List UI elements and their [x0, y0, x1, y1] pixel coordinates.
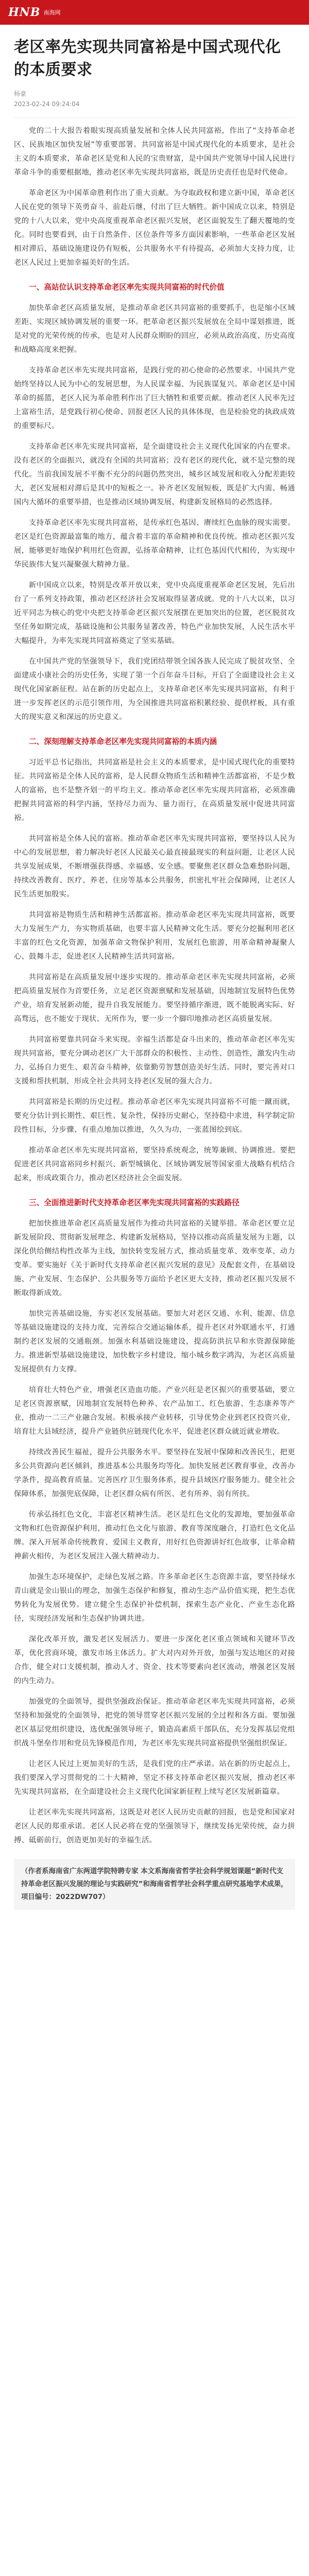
article-paragraph: 培育壮大特色产业，增强老区造血功能。产业兴旺是老区振兴的重要基础，要立足老区资源禀赋，因地制宜发展特色种养、农产品加工、红色旅游、生态康养等产业，推动一二三产业融合发展。积极承接产业转移，引导优势企业到老区投资兴业，培育壮大县域经济，提升产业链供应链现代化水平，促进老区群众就近就业增收。 [14, 1386, 295, 1436]
article-paragraph: 支持革命老区率先实现共同富裕，是全面建设社会主义现代化国家的内在要求。没有老区的全面振兴，就没有全国的共同富裕；没有老区的现代化，就不是完整的现代化。当前我国发展不平衡不充分的问题仍然突出，城乡区域发展和收入分配差距较大，老区发展相对滞后是其中的短板之一。补齐老区发展短板，既是扩大内需、畅通国内大循环的重要举措，也是推动区域协调发展、构建新发展格局的必然选择。 [14, 443, 295, 506]
article-paragraph: 革命老区为中国革命胜利作出了重大贡献。为夺取政权和建立新中国，革命老区人民在党的领导下英勇奋斗、前赴后继，付出了巨大牺牲。新中国成立以来，特别是党的十八大以来，党中央高度重视革命老区振兴发展，老区面貌发生了翻天覆地的变化。同时也要看到，由于自然条件、区位条件等多方面因素影响，一些革命老区发展相对滞后，基础设施建设仍有短板，公共服务水平有待提高，必须加大支持力度，让老区人民过上更加幸福美好的生活。 [14, 189, 295, 267]
article-body [14, 124, 295, 1848]
article [0, 25, 309, 1910]
article-footnote: （作者系海南省广东两道学院特聘专家 本文系海南省哲学社会科学规划课题“新时代支持革命老区振兴发展的理论与实践研究”和海南省哲学社会科学重点研究基地学术成果，项目编号：2022DW707） [14, 1859, 295, 1910]
article-paragraph: 让老区率先实现共同富裕，这既是对老区人民历史贡献的回报，也是党和国家对老区人民的郑重承诺。老区人民必将在党的坚强领导下，继续发扬光荣传统，奋力拼搏、砥砺前行，创造更加美好的幸福生活。 [14, 1808, 295, 1844]
article-paragraph: 党的二十大报告着眼实现高质量发展和全体人民共同富裕，作出了“支持革命老区、民族地区加快发展”等重要部署。共同富裕是中国式现代化的本质要求，是社会主义的本质要求，革命老区是党和人民的宝贵财富，是中国共产党领导中国人民进行革命斗争的重要根据地，推动老区率先实现共同富裕，既是历史责任也是时代使命。 [14, 127, 295, 177]
article-paragraph: 让老区人民过上更加美好的生活，是我们党的庄严承诺。站在新的历史起点上，我们要深入学习贯彻党的二十大精神，坚定不移支持革命老区振兴发展，推动老区率先实现共同富裕，在全面建设社会主义现代化国家新征程上续写老区发展新篇章。 [14, 1760, 295, 1796]
logo-name: 南海网 [43, 9, 61, 16]
article-paragraph: 习近平总书记指出，共同富裕是社会主义的本质要求，是中国式现代化的重要特征。共同富裕是全体人民的富裕，是人民群众物质生活和精神生活都富裕，不是少数人的富裕，也不是整齐划一的平均主义。推动革命老区率先实现共同富裕，必须准确把握共同富裕的科学内涵，坚持尽力而为、量力而行，在高质量发展中促进共同富裕。 [14, 758, 295, 822]
article-paragraph: 支持革命老区率先实现共同富裕，是践行党的初心使命的必然要求。中国共产党始终坚持以人民为中心的发展思想，为人民谋幸福、为民族谋复兴。革命老区是中国革命的摇篮，老区人民为革命胜利作出了巨大牺牲和重要贡献。推动老区人民率先过上富裕生活，是党践行初心使命、回报老区人民的具体体现，也是检验党的执政成效的重要标尺。 [14, 366, 295, 430]
article-paragraph: 传承弘扬红色文化，丰富老区精神生活。老区是红色文化的发源地，要加强革命文物和红色资源保护利用，推动红色文化与旅游、教育等深度融合，打造红色文化品牌。深入开展革命传统教育、爱国主义教育，用好红色资源讲好红色故事，让革命精神薪火相传，为老区发展注入强大精神动力。 [14, 1511, 295, 1561]
article-paragraph: 深化改革开放，激发老区发展活力。要进一步深化老区重点领域和关键环节改革，优化营商环境，激发市场主体活力。扩大对内对外开放，加强与发达地区的对接合作，健全对口支援机制，推动人才、资金、技术等要素向老区流动，增强老区发展的内生动力。 [14, 1635, 295, 1685]
article-title: 老区率先实现共同富裕是中国式现代化的本质要求 [14, 38, 281, 79]
article-paragraph: 新中国成立以来，特别是改革开放以来，党中央高度重视革命老区发展，先后出台了一系列支持政策，推动老区经济社会发展取得显著成就。党的十八大以来，以习近平同志为核心的党中央把支持革命老区振兴发展摆在更加突出的位置，老区脱贫攻坚任务如期完成，基础设施和公共服务显著改善，特色产业加快发展，人民生活水平大幅提升，为率先实现共同富裕奠定了坚实基础。 [14, 581, 295, 645]
article-paragraph: 支持革命老区率先实现共同富裕，是传承红色基因、赓续红色血脉的现实需要。老区是红色资源最富集的地方，蕴含着丰富的革命精神和优良传统。推动老区振兴发展，能够更好地保护利用红色资源，弘扬革命精神，让红色基因代代相传，为实现中华民族伟大复兴凝聚强大精神力量。 [14, 519, 295, 569]
section-heading: 三、全面推进新时代支持革命老区率先实现共同富裕的实践路径 [29, 1198, 239, 1207]
article-paragraph: 共同富裕是全体人民的富裕。推动革命老区率先实现共同富裕，要坚持以人民为中心的发展思想，着力解决好老区人民最关心最直接最现实的利益问题，让老区人民共享发展成果，不断增强获得感、幸福感、安全感。要聚焦老区群众急难愁盼问题，持续改善教育、医疗、养老、住房等基本公共服务，织密扎牢社会保障网，让老区人民生活更加殷实。 [14, 835, 295, 899]
article-paragraph: 把加快推进革命老区高质量发展作为推动共同富裕的关键举措。革命老区要立足新发展阶段、贯彻新发展理念、构建新发展格局，坚持以推动高质量发展为主题，以深化供给侧结构性改革为主线，加快转变发展方式，推动质量变革、效率变革、动力变革。要实施好《关于新时代支持革命老区振兴发展的意见》及配套文件，在基础设施、产业发展、生态保护、公共服务等方面给予老区更大支持，推动老区振兴发展不断取得新成效。 [14, 1219, 295, 1297]
site-logo[interactable] [8, 6, 61, 19]
article-author: 杨豪 [14, 90, 27, 97]
logo-mark: HNB [8, 6, 41, 19]
article-paragraph: 共同富裕要靠共同奋斗来实现。幸福生活都是奋斗出来的，推动革命老区率先实现共同富裕，要充分调动老区广大干部群众的积极性、主动性、创造性，激发内生动力，弘扬自力更生、艰苦奋斗精神，依靠勤劳智慧创造美好生活。同时，要完善对口支援和帮扶机制，形成全社会共同支持老区发展的强大合力。 [14, 1036, 295, 1086]
article-time: 2023-02-24 09:24:04 [14, 100, 80, 108]
article-paragraph: 加强党的全面领导，提供坚强政治保证。推动革命老区率先实现共同富裕，必须坚持和加强党的全面领导，把党的领导贯穿老区振兴发展的全过程和各方面。要加强老区基层党组织建设，选优配强领导班子，锻造高素质干部队伍，充分发挥基层党组织战斗堡垒作用和党员先锋模范作用，为老区率先实现共同富裕提供坚强组织保证。 [14, 1698, 295, 1748]
divider [14, 117, 295, 118]
article-paragraph: 共同富裕是在高质量发展中逐步实现的。推动革命老区率先实现共同富裕，必须把高质量发展作为首要任务，立足老区资源禀赋和发展基础，因地制宜发展特色优势产业，培育发展新动能，提升自我发展能力。要坚持循序渐进，既不能脱离实际、好高骛远，也不能安于现状、无所作为，要一步一个脚印地推动老区高质量发展。 [14, 973, 295, 1023]
article-meta [14, 89, 295, 109]
article-paragraph: 在中国共产党的坚强领导下，我们党团结带领全国各族人民完成了脱贫攻坚、全面建成小康社会的历史任务，实现了第一个百年奋斗目标，开启了全面建设社会主义现代化国家新征程。站在新的历史起点上，支持革命老区率先实现共同富裕，有利于进一步发挥老区的示范引领作用，为全国推进共同富裕积累经验、提供样板，具有重大的现实意义和深远的历史意义。 [14, 657, 295, 721]
article-paragraph: 共同富裕是长期的历史过程。推动革命老区率先实现共同富裕不可能一蹴而就，要充分估计到长期性、艰巨性、复杂性，保持历史耐心，坚持稳中求进，科学制定阶段性目标，分步骤、有重点地加以推进，久久为功，一张蓝图绘到底。 [14, 1098, 295, 1134]
article-paragraph: 持续改善民生福祉，提升公共服务水平。要坚持在发展中保障和改善民生，把更多公共资源向老区倾斜，推进基本公共服务均等化。加快发展老区教育事业，改善办学条件，提高教育质量。完善医疗卫生服务体系，提升县域医疗服务能力。健全社会保障体系，加强兜底保障，让老区群众病有所医、老有所养、弱有所扶。 [14, 1448, 295, 1498]
section-heading: 一、高站位认识支持革命老区率先实现共同富裕的时代价值 [29, 283, 225, 292]
article-paragraph: 推动革命老区率先实现共同富裕，要坚持系统观念，统筹兼顾、协调推进。要把促进老区共同富裕同乡村振兴、新型城镇化、区域协调发展等国家重大战略有机结合起来，形成政策合力，推动老区经济社会全面发展。 [14, 1146, 295, 1182]
article-paragraph: 加强生态环境保护，走绿色发展之路。许多革命老区生态资源丰富，要坚持绿水青山就是金山银山的理念，加强生态保护和修复，推动生态产品价值实现，把生态优势转化为发展优势。建立健全生态保护补偿机制，探索生态产业化、产业生态化路径，实现经济发展和生态保护协调共进。 [14, 1573, 295, 1623]
article-paragraph: 加快革命老区高质量发展，是推动革命老区共同富裕的重要抓手，也是缩小区域差距、实现区域协调发展的重要一环。把革命老区振兴发展放在全局中谋划推进，既是对党的光荣传统的传承，也是对人民群众期盼的回应，必须从政治高度、历史高度和战略高度来把握。 [14, 304, 295, 354]
section-heading: 二、深刻理解支持革命老区率先实现共同富裕的本质内涵 [29, 737, 217, 746]
article-paragraph: 共同富裕是物质生活和精神生活都富裕。推动革命老区率先实现共同富裕，既要大力发展生产力，夯实物质基础，也要丰富人民精神文化生活。要充分挖掘利用老区丰富的红色文化资源，加强革命文物保护利用，发展红色旅游，用革命精神凝聚人心、鼓舞斗志，促进老区人民精神生活共同富裕。 [14, 911, 295, 961]
site-header [0, 0, 309, 25]
article-paragraph: 加快完善基础设施，夯实老区发展基础。要加大对老区交通、水利、能源、信息等基础设施建设的支持力度，完善综合交通运输体系，提升老区对外联通水平，打通制约老区发展的交通瓶颈。加强水利基础设施建设，提高防洪抗旱和水资源保障能力。推进新型基础设施建设，加快数字乡村建设，缩小城乡数字鸿沟，为老区高质量发展提供有力支撑。 [14, 1310, 295, 1374]
